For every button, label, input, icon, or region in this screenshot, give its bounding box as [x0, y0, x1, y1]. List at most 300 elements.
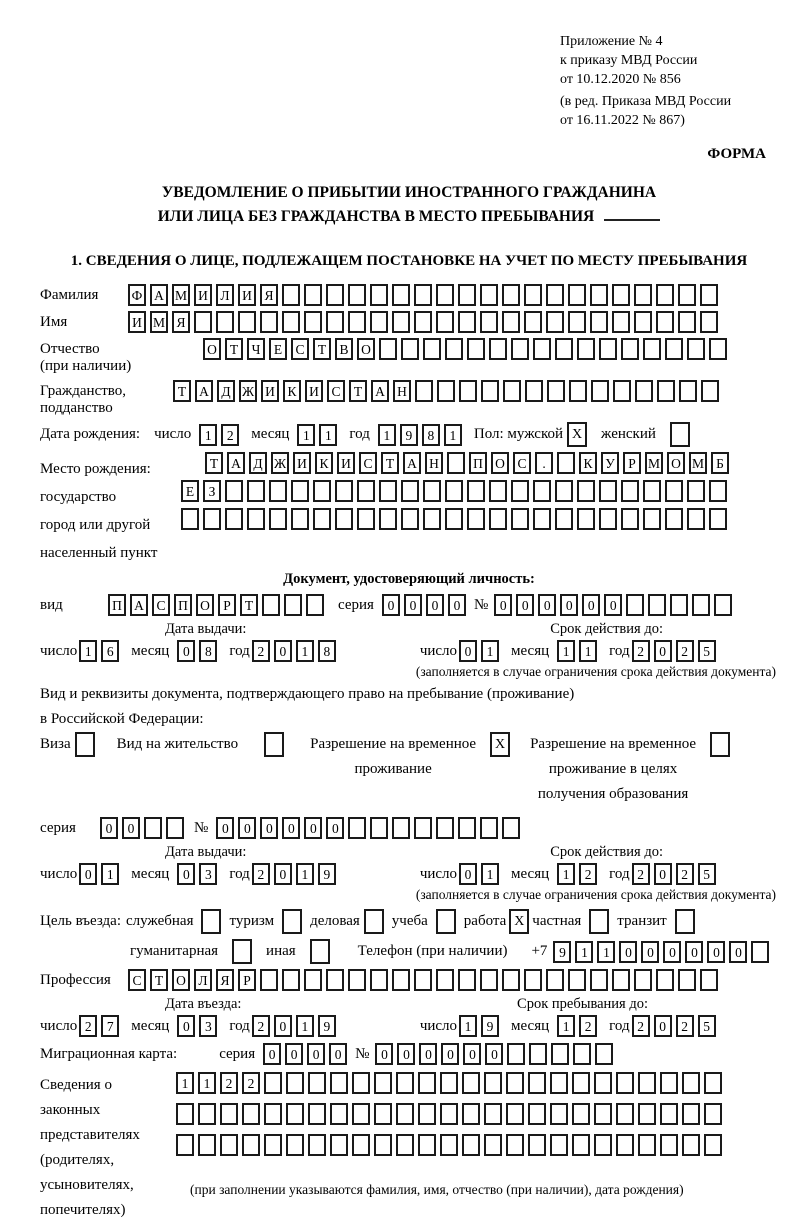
- cell[interactable]: [657, 380, 675, 402]
- cell[interactable]: [616, 1134, 634, 1156]
- cell[interactable]: [511, 508, 529, 530]
- cell[interactable]: [423, 480, 441, 502]
- cell[interactable]: [440, 1072, 458, 1094]
- cell[interactable]: [418, 1072, 436, 1094]
- cell[interactable]: 0: [426, 594, 444, 616]
- cell[interactable]: [656, 969, 674, 991]
- cell[interactable]: [533, 480, 551, 502]
- cell[interactable]: Р: [623, 452, 641, 474]
- cell[interactable]: [401, 508, 419, 530]
- cell[interactable]: [577, 508, 595, 530]
- firstname-cells[interactable]: [128, 311, 722, 333]
- cell[interactable]: 8: [318, 640, 336, 662]
- cell[interactable]: [489, 338, 507, 360]
- cell[interactable]: 9: [400, 424, 418, 446]
- cell[interactable]: [308, 1134, 326, 1156]
- cell[interactable]: 1: [101, 863, 119, 885]
- cell[interactable]: 0: [285, 1043, 303, 1065]
- cell[interactable]: [599, 480, 617, 502]
- cell[interactable]: [418, 1103, 436, 1125]
- identity-issue-day[interactable]: [79, 640, 123, 662]
- cell[interactable]: [595, 1043, 613, 1065]
- cell[interactable]: А: [130, 594, 148, 616]
- cell[interactable]: [533, 508, 551, 530]
- cell[interactable]: [392, 969, 410, 991]
- cell[interactable]: 5: [698, 640, 716, 662]
- cell[interactable]: 0: [177, 863, 195, 885]
- purpose-study-checkbox[interactable]: [436, 909, 456, 934]
- cell[interactable]: К: [315, 452, 333, 474]
- cell[interactable]: [458, 284, 476, 306]
- cell[interactable]: [414, 284, 432, 306]
- cell[interactable]: [502, 817, 520, 839]
- cell[interactable]: Л: [194, 969, 212, 991]
- cell[interactable]: [682, 1134, 700, 1156]
- cell[interactable]: [502, 284, 520, 306]
- identity-issue-month[interactable]: [177, 640, 221, 662]
- cell[interactable]: Н: [393, 380, 411, 402]
- cell[interactable]: [656, 311, 674, 333]
- cell[interactable]: А: [195, 380, 213, 402]
- citizenship-cells[interactable]: [173, 380, 723, 402]
- cell[interactable]: [144, 817, 162, 839]
- cell[interactable]: К: [283, 380, 301, 402]
- cell[interactable]: [282, 284, 300, 306]
- cell[interactable]: 0: [79, 863, 97, 885]
- cell[interactable]: [573, 1043, 591, 1065]
- cell[interactable]: [679, 380, 697, 402]
- cell[interactable]: [678, 969, 696, 991]
- cell[interactable]: [678, 284, 696, 306]
- cell[interactable]: [418, 1134, 436, 1156]
- cell[interactable]: О: [203, 338, 221, 360]
- cell[interactable]: [348, 817, 366, 839]
- cell[interactable]: С: [513, 452, 531, 474]
- cell[interactable]: 1: [557, 640, 575, 662]
- cell[interactable]: С: [291, 338, 309, 360]
- cell[interactable]: 0: [304, 817, 322, 839]
- cell[interactable]: [176, 1134, 194, 1156]
- cell[interactable]: [467, 508, 485, 530]
- entry-month[interactable]: [177, 1015, 221, 1037]
- stay-until-year[interactable]: [632, 1015, 720, 1037]
- cell[interactable]: [326, 969, 344, 991]
- cell[interactable]: [643, 480, 661, 502]
- cell[interactable]: [643, 338, 661, 360]
- cell[interactable]: [550, 1072, 568, 1094]
- cell[interactable]: С: [359, 452, 377, 474]
- cell[interactable]: Т: [313, 338, 331, 360]
- cell[interactable]: 0: [538, 594, 556, 616]
- cell[interactable]: Ф: [128, 284, 146, 306]
- cell[interactable]: 2: [252, 640, 270, 662]
- cell[interactable]: [220, 1103, 238, 1125]
- cell[interactable]: [467, 480, 485, 502]
- identity-issue-year[interactable]: [252, 640, 340, 662]
- cell[interactable]: А: [371, 380, 389, 402]
- cell[interactable]: [480, 817, 498, 839]
- cell[interactable]: 1: [481, 863, 499, 885]
- cell[interactable]: [286, 1103, 304, 1125]
- cell[interactable]: [282, 311, 300, 333]
- cell[interactable]: 0: [382, 594, 400, 616]
- cell[interactable]: [506, 1103, 524, 1125]
- cell[interactable]: [330, 1134, 348, 1156]
- cell[interactable]: [462, 1134, 480, 1156]
- cell[interactable]: [613, 380, 631, 402]
- cell[interactable]: [555, 338, 573, 360]
- cell[interactable]: [286, 1072, 304, 1094]
- cell[interactable]: 0: [329, 1043, 347, 1065]
- surname-cells[interactable]: [128, 284, 722, 306]
- cell[interactable]: 0: [274, 863, 292, 885]
- cell[interactable]: [591, 380, 609, 402]
- cell[interactable]: [262, 594, 280, 616]
- cell[interactable]: Р: [218, 594, 236, 616]
- cell[interactable]: Т: [173, 380, 191, 402]
- cell[interactable]: [194, 311, 212, 333]
- cell[interactable]: 0: [397, 1043, 415, 1065]
- cell[interactable]: [709, 508, 727, 530]
- cell[interactable]: [751, 941, 769, 963]
- temp-residence-checkbox[interactable]: X: [490, 732, 510, 757]
- cell[interactable]: 2: [242, 1072, 260, 1094]
- cell[interactable]: 1: [296, 1015, 314, 1037]
- cell[interactable]: [481, 380, 499, 402]
- cell[interactable]: [396, 1134, 414, 1156]
- cell[interactable]: У: [601, 452, 619, 474]
- cell[interactable]: 0: [729, 941, 747, 963]
- cell[interactable]: 0: [685, 941, 703, 963]
- cell[interactable]: 0: [494, 594, 512, 616]
- cell[interactable]: П: [469, 452, 487, 474]
- cell[interactable]: [569, 380, 587, 402]
- purpose-other-checkbox[interactable]: [310, 939, 330, 964]
- cell[interactable]: И: [194, 284, 212, 306]
- cell[interactable]: [437, 380, 455, 402]
- birth-place-row1[interactable]: [205, 452, 733, 474]
- entry-year[interactable]: [252, 1015, 340, 1037]
- residence-issue-month[interactable]: [177, 863, 221, 885]
- cell[interactable]: [506, 1072, 524, 1094]
- representatives-row2[interactable]: [176, 1103, 726, 1125]
- cell[interactable]: [436, 969, 454, 991]
- migration-number-cells[interactable]: [375, 1043, 617, 1065]
- cell[interactable]: 2: [676, 1015, 694, 1037]
- cell[interactable]: [313, 508, 331, 530]
- cell[interactable]: [594, 1072, 612, 1094]
- cell[interactable]: А: [150, 284, 168, 306]
- cell[interactable]: [423, 508, 441, 530]
- cell[interactable]: [634, 969, 652, 991]
- cell[interactable]: [348, 969, 366, 991]
- cell[interactable]: 0: [459, 863, 477, 885]
- stay-until-month[interactable]: [557, 1015, 601, 1037]
- cell[interactable]: 0: [100, 817, 118, 839]
- cell[interactable]: 0: [216, 817, 234, 839]
- cell[interactable]: 0: [463, 1043, 481, 1065]
- cell[interactable]: [528, 1134, 546, 1156]
- cell[interactable]: Ж: [271, 452, 289, 474]
- cell[interactable]: С: [128, 969, 146, 991]
- residence-expiry-day[interactable]: [459, 863, 503, 885]
- cell[interactable]: З: [203, 480, 221, 502]
- identity-kind-cells[interactable]: [108, 594, 328, 616]
- cell[interactable]: [414, 817, 432, 839]
- cell[interactable]: [568, 311, 586, 333]
- cell[interactable]: [348, 284, 366, 306]
- cell[interactable]: М: [150, 311, 168, 333]
- cell[interactable]: [709, 338, 727, 360]
- cell[interactable]: [445, 338, 463, 360]
- edu-residence-checkbox[interactable]: [710, 732, 730, 757]
- cell[interactable]: [264, 1134, 282, 1156]
- cell[interactable]: [313, 480, 331, 502]
- cell[interactable]: [484, 1072, 502, 1094]
- cell[interactable]: Е: [269, 338, 287, 360]
- cell[interactable]: 0: [375, 1043, 393, 1065]
- cell[interactable]: [282, 969, 300, 991]
- cell[interactable]: [590, 969, 608, 991]
- cell[interactable]: [665, 480, 683, 502]
- identity-expiry-year[interactable]: [632, 640, 720, 662]
- cell[interactable]: 1: [557, 863, 575, 885]
- cell[interactable]: 0: [177, 640, 195, 662]
- cell[interactable]: [660, 1072, 678, 1094]
- cell[interactable]: [286, 1134, 304, 1156]
- cell[interactable]: 0: [654, 1015, 672, 1037]
- cell[interactable]: [704, 1072, 722, 1094]
- cell[interactable]: [291, 508, 309, 530]
- cell[interactable]: [678, 311, 696, 333]
- profession-cells[interactable]: [128, 969, 722, 991]
- cell[interactable]: [704, 1134, 722, 1156]
- cell[interactable]: [616, 1103, 634, 1125]
- cell[interactable]: [238, 311, 256, 333]
- cell[interactable]: [392, 311, 410, 333]
- cell[interactable]: О: [357, 338, 375, 360]
- cell[interactable]: [533, 338, 551, 360]
- cell[interactable]: [198, 1134, 216, 1156]
- cell[interactable]: [503, 380, 521, 402]
- cell[interactable]: [546, 311, 564, 333]
- cell[interactable]: 0: [654, 863, 672, 885]
- cell[interactable]: [458, 817, 476, 839]
- cell[interactable]: [660, 1103, 678, 1125]
- cell[interactable]: [665, 508, 683, 530]
- cell[interactable]: [216, 311, 234, 333]
- cell[interactable]: К: [579, 452, 597, 474]
- cell[interactable]: 9: [318, 863, 336, 885]
- cell[interactable]: 3: [199, 1015, 217, 1037]
- cell[interactable]: [198, 1103, 216, 1125]
- cell[interactable]: 0: [459, 640, 477, 662]
- cell[interactable]: [176, 1103, 194, 1125]
- cell[interactable]: 1: [459, 1015, 477, 1037]
- cell[interactable]: [166, 817, 184, 839]
- cell[interactable]: 2: [221, 424, 239, 446]
- cell[interactable]: 0: [582, 594, 600, 616]
- purpose-tourism-checkbox[interactable]: [282, 909, 302, 934]
- cell[interactable]: [599, 508, 617, 530]
- birth-day-cells[interactable]: [199, 424, 243, 446]
- residence-expiry-year[interactable]: [632, 863, 720, 885]
- cell[interactable]: [440, 1103, 458, 1125]
- cell[interactable]: [687, 508, 705, 530]
- cell[interactable]: [572, 1103, 590, 1125]
- cell[interactable]: 2: [79, 1015, 97, 1037]
- cell[interactable]: [264, 1103, 282, 1125]
- cell[interactable]: Я: [260, 284, 278, 306]
- cell[interactable]: [480, 969, 498, 991]
- cell[interactable]: С: [152, 594, 170, 616]
- cell[interactable]: [264, 1072, 282, 1094]
- cell[interactable]: [502, 969, 520, 991]
- cell[interactable]: Я: [216, 969, 234, 991]
- cell[interactable]: 2: [632, 1015, 650, 1037]
- phone-cells[interactable]: [553, 941, 773, 963]
- cell[interactable]: 1: [176, 1072, 194, 1094]
- cell[interactable]: [648, 594, 666, 616]
- cell[interactable]: [458, 969, 476, 991]
- cell[interactable]: 9: [481, 1015, 499, 1037]
- cell[interactable]: [665, 338, 683, 360]
- cell[interactable]: 7: [101, 1015, 119, 1037]
- cell[interactable]: А: [403, 452, 421, 474]
- purpose-private-checkbox[interactable]: [589, 909, 609, 934]
- cell[interactable]: [594, 1134, 612, 1156]
- cell[interactable]: Н: [425, 452, 443, 474]
- cell[interactable]: [370, 969, 388, 991]
- cell[interactable]: [709, 480, 727, 502]
- cell[interactable]: [621, 338, 639, 360]
- cell[interactable]: [308, 1103, 326, 1125]
- cell[interactable]: 5: [698, 1015, 716, 1037]
- cell[interactable]: 0: [177, 1015, 195, 1037]
- cell[interactable]: [529, 1043, 547, 1065]
- cell[interactable]: 2: [676, 640, 694, 662]
- cell[interactable]: [374, 1072, 392, 1094]
- cell[interactable]: [612, 284, 630, 306]
- cell[interactable]: [370, 284, 388, 306]
- cell[interactable]: [379, 508, 397, 530]
- cell[interactable]: 1: [296, 640, 314, 662]
- cell[interactable]: [436, 311, 454, 333]
- cell[interactable]: [414, 969, 432, 991]
- identity-series-cells[interactable]: [382, 594, 470, 616]
- identity-expiry-day[interactable]: [459, 640, 503, 662]
- cell[interactable]: [423, 338, 441, 360]
- cell[interactable]: С: [327, 380, 345, 402]
- cell[interactable]: 6: [101, 640, 119, 662]
- cell[interactable]: [284, 594, 302, 616]
- cell[interactable]: [379, 480, 397, 502]
- cell[interactable]: [242, 1103, 260, 1125]
- cell[interactable]: [304, 284, 322, 306]
- cell[interactable]: [348, 311, 366, 333]
- cell[interactable]: 0: [122, 817, 140, 839]
- cell[interactable]: М: [645, 452, 663, 474]
- cell[interactable]: 1: [557, 1015, 575, 1037]
- cell[interactable]: [480, 311, 498, 333]
- cell[interactable]: 0: [560, 594, 578, 616]
- stay-until-day[interactable]: [459, 1015, 503, 1037]
- cell[interactable]: [467, 338, 485, 360]
- cell[interactable]: [401, 480, 419, 502]
- cell[interactable]: [612, 969, 630, 991]
- cell[interactable]: 1: [198, 1072, 216, 1094]
- cell[interactable]: [352, 1103, 370, 1125]
- cell[interactable]: [458, 311, 476, 333]
- cell[interactable]: [326, 284, 344, 306]
- cell[interactable]: [489, 508, 507, 530]
- cell[interactable]: А: [227, 452, 245, 474]
- visa-checkbox[interactable]: [75, 732, 95, 757]
- cell[interactable]: [459, 380, 477, 402]
- cell[interactable]: [484, 1134, 502, 1156]
- cell[interactable]: Л: [216, 284, 234, 306]
- cell[interactable]: [181, 508, 199, 530]
- cell[interactable]: [352, 1072, 370, 1094]
- residence-number-cells[interactable]: [216, 817, 524, 839]
- purpose-work-checkbox[interactable]: X: [509, 909, 529, 934]
- cell[interactable]: 2: [252, 1015, 270, 1037]
- cell[interactable]: [670, 594, 688, 616]
- cell[interactable]: [269, 480, 287, 502]
- cell[interactable]: 1: [296, 863, 314, 885]
- identity-expiry-month[interactable]: [557, 640, 601, 662]
- cell[interactable]: [547, 380, 565, 402]
- cell[interactable]: [557, 452, 575, 474]
- cell[interactable]: И: [305, 380, 323, 402]
- cell[interactable]: [436, 817, 454, 839]
- cell[interactable]: [374, 1103, 392, 1125]
- cell[interactable]: Т: [349, 380, 367, 402]
- cell[interactable]: [480, 284, 498, 306]
- cell[interactable]: Т: [205, 452, 223, 474]
- cell[interactable]: [700, 969, 718, 991]
- cell[interactable]: 1: [79, 640, 97, 662]
- cell[interactable]: [225, 480, 243, 502]
- residence-permit-checkbox[interactable]: [264, 732, 284, 757]
- cell[interactable]: 5: [698, 863, 716, 885]
- cell[interactable]: [687, 338, 705, 360]
- cell[interactable]: 8: [422, 424, 440, 446]
- cell[interactable]: [656, 284, 674, 306]
- cell[interactable]: [462, 1103, 480, 1125]
- patronymic-cells[interactable]: [203, 338, 731, 360]
- cell[interactable]: 0: [619, 941, 637, 963]
- cell[interactable]: [626, 594, 644, 616]
- cell[interactable]: [590, 284, 608, 306]
- cell[interactable]: 0: [604, 594, 622, 616]
- cell[interactable]: [352, 1134, 370, 1156]
- gender-male-checkbox[interactable]: X: [567, 422, 587, 447]
- cell[interactable]: 9: [553, 941, 571, 963]
- cell[interactable]: [701, 380, 719, 402]
- cell[interactable]: 0: [448, 594, 466, 616]
- cell[interactable]: П: [174, 594, 192, 616]
- representatives-row1[interactable]: [176, 1072, 726, 1094]
- cell[interactable]: [370, 817, 388, 839]
- cell[interactable]: 0: [274, 640, 292, 662]
- cell[interactable]: [335, 508, 353, 530]
- cell[interactable]: [528, 1103, 546, 1125]
- residence-issue-year[interactable]: [252, 863, 340, 885]
- cell[interactable]: [621, 480, 639, 502]
- migration-series-cells[interactable]: [263, 1043, 351, 1065]
- cell[interactable]: 2: [252, 863, 270, 885]
